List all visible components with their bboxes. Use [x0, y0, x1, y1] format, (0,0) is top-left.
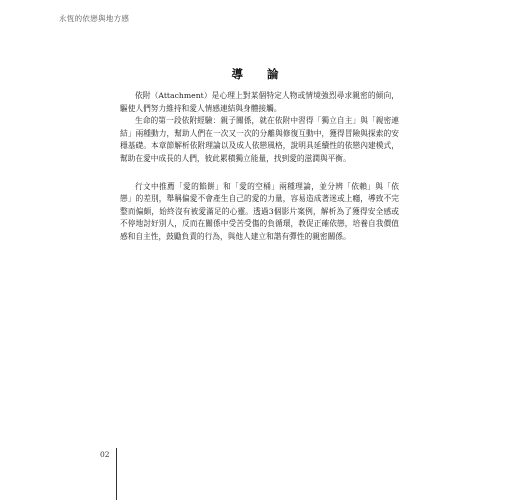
footer-divider [116, 448, 117, 500]
page-title: 導 論 [231, 67, 289, 81]
paragraph: 行文中推薦「愛的餡餅」和「愛的空桶」兩種理論，並分辨「依賴」與「依戀」的差別，舉稱偏愛不會產生自己的愛的力量，容易造成著迷或上癮，導致不完整而偏頗，始終沒有被愛滿足的心靈。透過3個影片案例，解析為了獲得安全感或不停地討好別人，反而在關係中受苦受傷的負循環，教促正確依戀，培養自我價值感和自主性，鼓勵負責的行為，與他人建立和諧有彈性的親密關係。 [120, 181, 399, 241]
paragraph: 依附（Attachment）是心理上對某個特定人物或情境強烈尋求親密的傾向，驅使人們努力維持和愛人情感連結與身體接觸。 [120, 91, 399, 113]
running-header: 永恆的依戀與地方感 [59, 14, 130, 23]
page-number: 02 [100, 450, 110, 459]
body-text [120, 90, 399, 244]
paragraph: 生命的第一段依附經驗：親子關係，就在依附中習得「獨立自主」與「親密連結」兩種動力，幫助人們在一次又一次的分離與修復互動中，獲得冒險與探索的安穩基礎。本章節解析依附理論以及成人依戀風格，說明具延續性的依戀內建模式，幫助在愛中成長的人們，彼此累積獨立能量，找到愛的滋潤與平衡。 [120, 116, 399, 163]
